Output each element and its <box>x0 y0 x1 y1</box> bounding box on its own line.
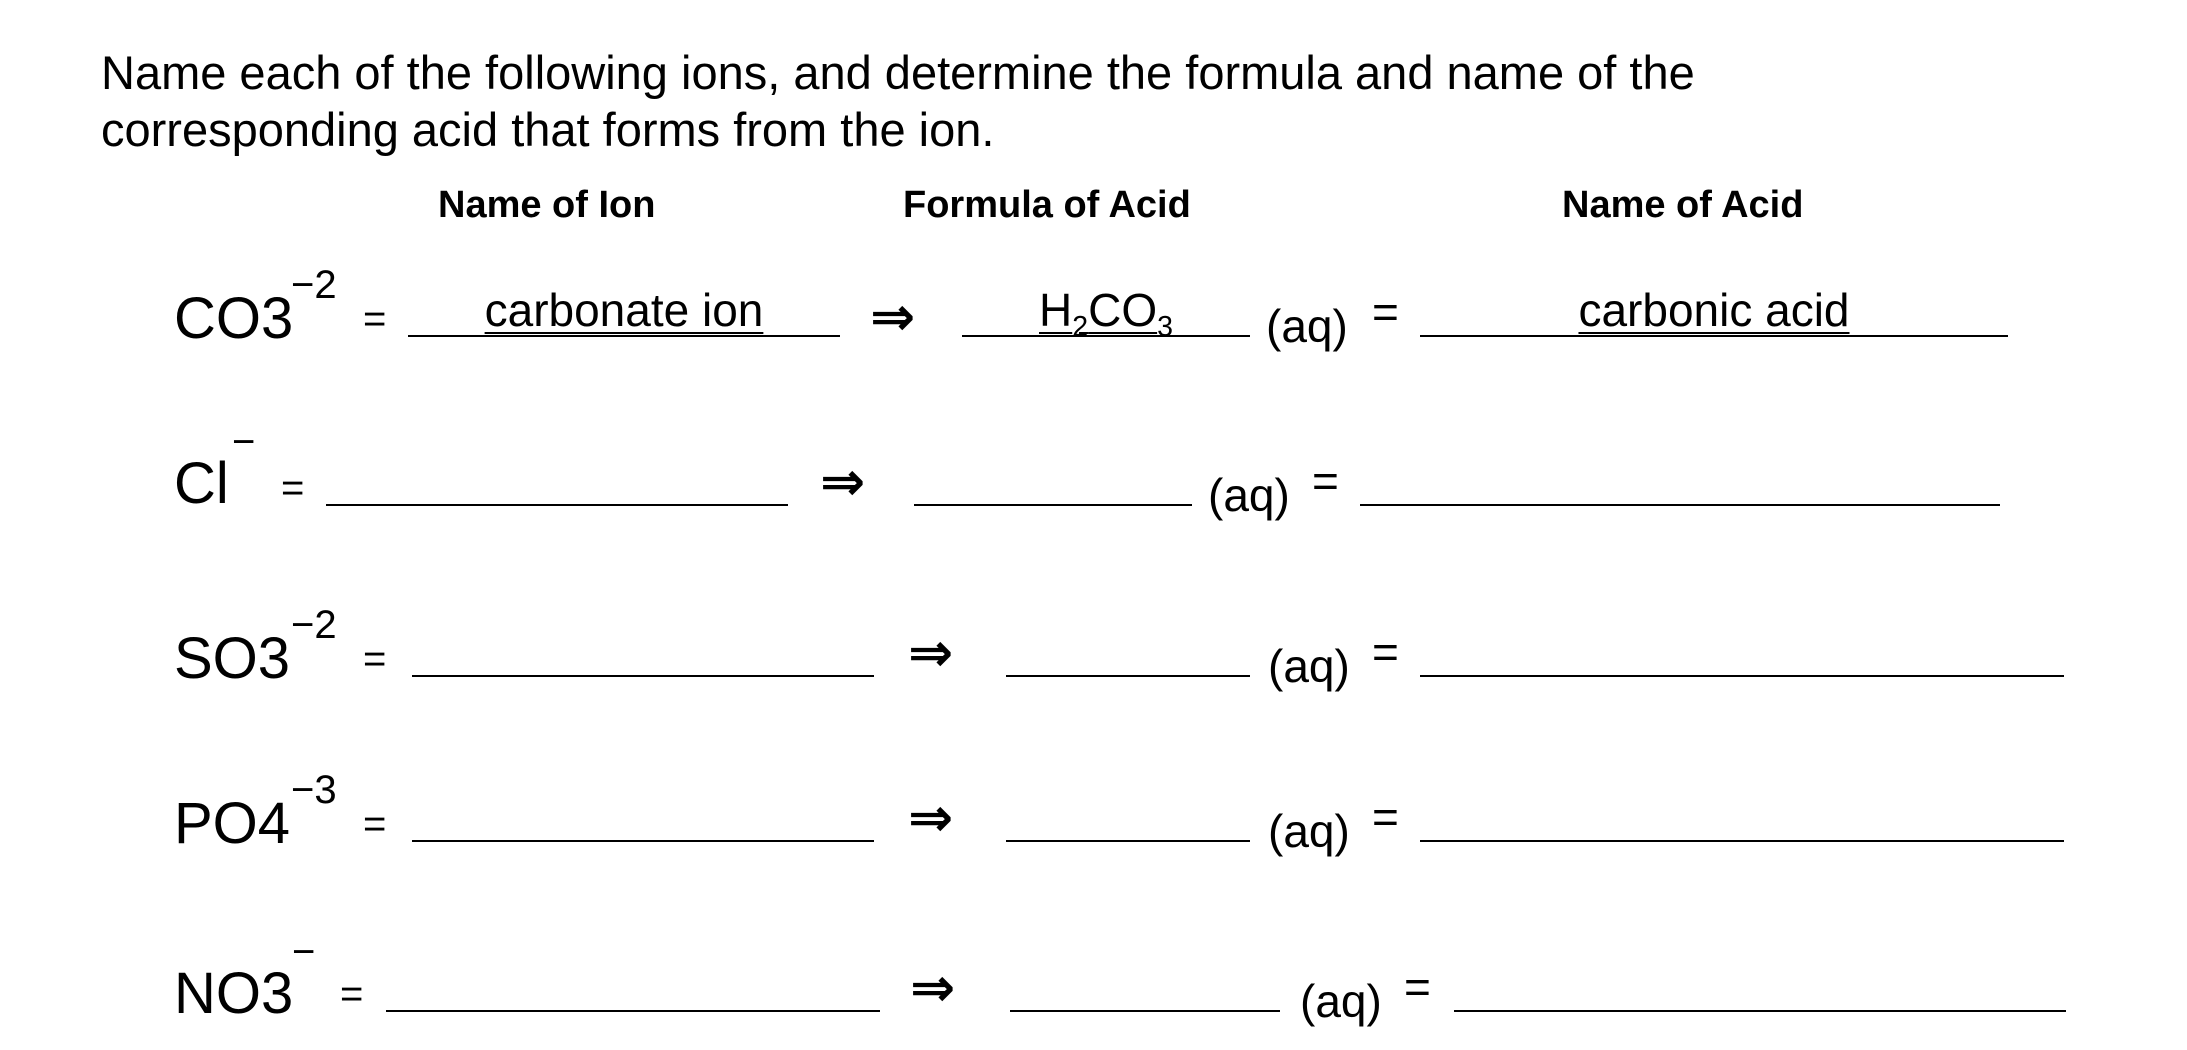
ion-charge: − <box>232 420 256 464</box>
acid-formula-field[interactable] <box>1006 625 1250 677</box>
arrow-icon: ⇒ <box>908 621 954 684</box>
acid-name-field[interactable] <box>1420 790 2064 842</box>
ion-name-field[interactable] <box>326 454 788 506</box>
acid-formula-field[interactable] <box>962 284 1250 343</box>
ion-base: CO3 <box>174 286 294 351</box>
aqueous-label: (aq) <box>1208 469 1290 521</box>
acid-name-field[interactable] <box>1360 454 2000 506</box>
ion-formula <box>174 768 337 857</box>
equals-sign: = <box>363 802 387 846</box>
acid-name-field[interactable]: carbonic acid <box>1420 285 2008 337</box>
ion-base: PO4 <box>174 791 291 856</box>
equals-sign: = <box>281 466 305 510</box>
instructions-line-1: Name each of the following ions, and determine the formula and name of the <box>101 46 1695 99</box>
ion-row-chloride <box>0 420 2187 550</box>
ion-name-field[interactable] <box>412 790 874 842</box>
ion-row-carbonate <box>0 255 2187 375</box>
acid-name-field[interactable] <box>1420 625 2064 677</box>
arrow-icon: ⇒ <box>910 956 956 1019</box>
equals-sign: = <box>1372 286 1399 338</box>
ion-name-field[interactable]: carbonate ion <box>408 285 840 337</box>
ion-base: NO3 <box>174 961 294 1026</box>
ion-charge: − <box>292 930 316 974</box>
ion-formula <box>174 263 337 352</box>
header-name-of-ion: Name of Ion <box>438 184 656 226</box>
instructions <box>101 44 2001 158</box>
ion-row-nitrate <box>0 930 2187 1050</box>
ion-formula <box>174 930 316 1027</box>
arrow-icon: ⇒ <box>870 285 916 348</box>
instructions-line-2: corresponding acid that forms from the ion. <box>101 103 995 156</box>
acid-formula-part: H <box>1039 284 1073 336</box>
equals-sign: = <box>1372 791 1399 843</box>
header-name-of-acid: Name of Acid <box>1562 184 1804 226</box>
ion-row-sulfite <box>0 595 2187 715</box>
equals-sign: = <box>363 297 387 341</box>
header-formula-of-acid: Formula of Acid <box>903 184 1191 226</box>
acid-name-field[interactable] <box>1454 960 2066 1012</box>
acid-formula-subscript: 2 <box>1072 310 1089 343</box>
ion-charge: −3 <box>291 768 337 812</box>
equals-sign: = <box>1312 455 1339 507</box>
acid-formula-part: CO <box>1088 284 1158 336</box>
acid-formula-field[interactable] <box>914 454 1192 506</box>
ion-name-field[interactable] <box>386 960 880 1012</box>
aqueous-label: (aq) <box>1268 805 1350 857</box>
acid-formula-subscript: 3 <box>1157 310 1173 343</box>
ion-base: Cl <box>174 451 229 516</box>
ion-charge: −2 <box>291 263 337 307</box>
ion-formula <box>174 420 256 517</box>
ion-base: SO3 <box>174 626 291 691</box>
acid-formula-field[interactable] <box>1010 960 1280 1012</box>
ion-name-field[interactable] <box>412 625 874 677</box>
equals-sign: = <box>340 972 364 1016</box>
arrow-icon: ⇒ <box>908 786 954 849</box>
equals-sign: = <box>1404 961 1431 1013</box>
equals-sign: = <box>363 637 387 681</box>
equals-sign: = <box>1372 626 1399 678</box>
aqueous-label: (aq) <box>1266 300 1348 352</box>
aqueous-label: (aq) <box>1268 640 1350 692</box>
ion-charge: −2 <box>291 603 337 647</box>
aqueous-label: (aq) <box>1300 975 1382 1027</box>
ion-formula <box>174 603 337 692</box>
arrow-icon: ⇒ <box>820 450 866 513</box>
ion-row-phosphate <box>0 760 2187 880</box>
acid-formula-field[interactable] <box>1006 790 1250 842</box>
